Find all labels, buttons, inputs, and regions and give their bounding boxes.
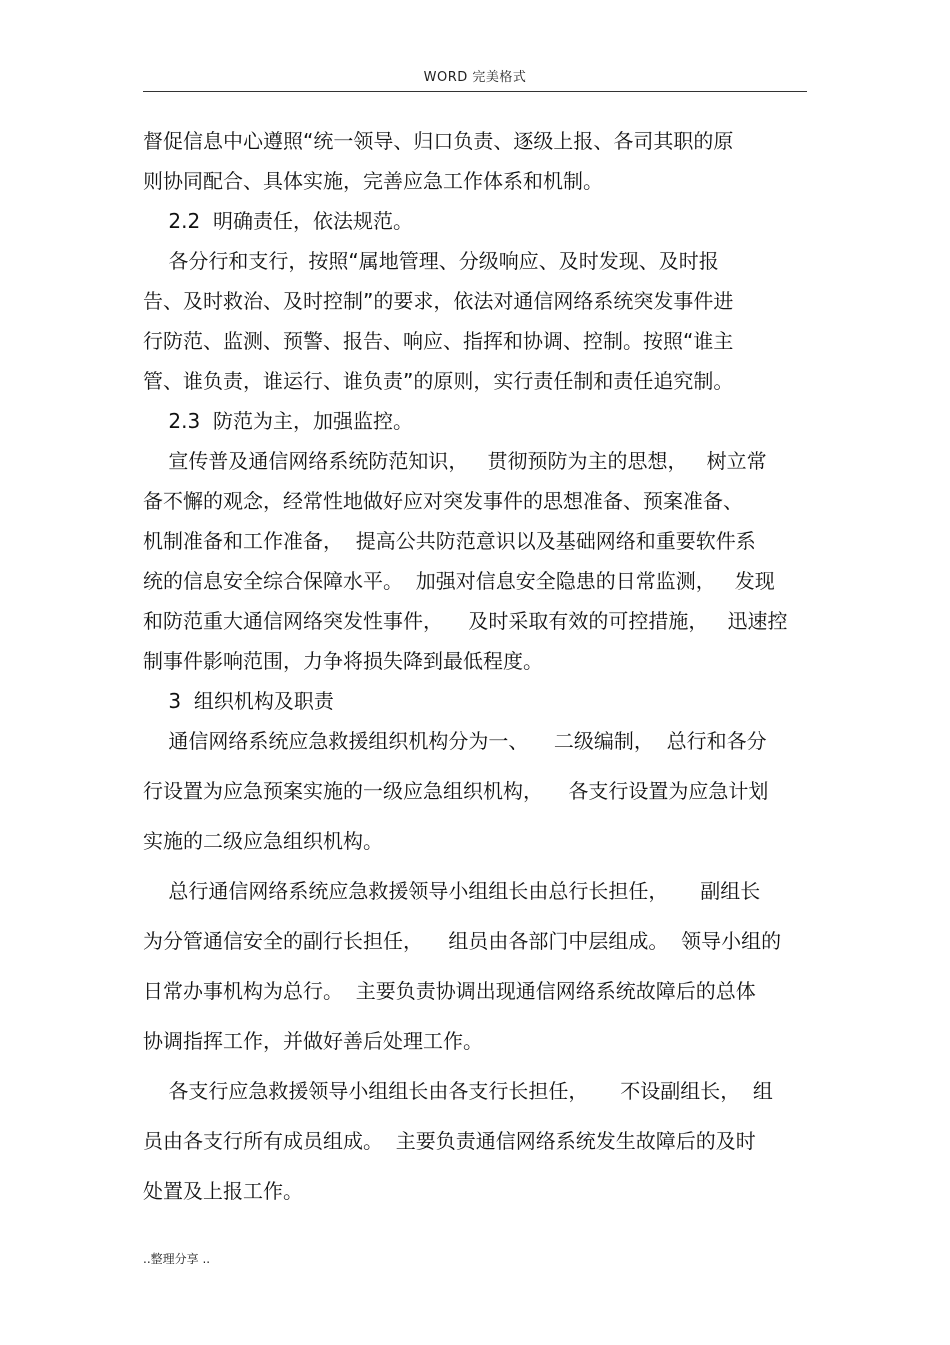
- text-line: 宣传普及通信网络系统防范知识， 贯彻预防为主的思想， 树立常: [143, 449, 767, 473]
- text-line: 为分管通信安全的副行长担任， 组员由各部门中层组成。 领导小组的: [143, 929, 782, 953]
- section-heading: 3 组织机构及职责: [143, 689, 334, 713]
- text-line: 统的信息安全综合保障水平。 加强对信息安全隐患的日常监测， 发现: [143, 569, 775, 593]
- text-line: 和防范重大通信网络突发性事件， 及时采取有效的可控措施， 迅速控: [143, 609, 788, 633]
- text-line: 日常办事机构为总行。 主要负责协调出现通信网络系统故障后的总体: [143, 979, 756, 1003]
- text-line: 处置及上报工作。: [143, 1179, 303, 1203]
- section-heading: 2.3 防范为主，加强监控。: [143, 409, 413, 433]
- text-line: 总行通信网络系统应急救援领导小组组长由总行长担任， 副组长: [143, 879, 761, 903]
- text-line: 机制准备和工作准备， 提高公共防范意识以及基础网络和重要软件系: [143, 529, 756, 553]
- text-line: 督促信息中心遵照“统一领导、归口负责、逐级上报、各司其职的原: [143, 129, 734, 153]
- text-line: 通信网络系统应急救援组织机构分为一、 二级编制， 总行和各分: [143, 729, 767, 753]
- text-line: 行设置为应急预案实施的一级应急组织机构， 各支行设置为应急计划: [143, 779, 769, 803]
- text-line: 则协同配合、具体实施，完善应急工作体系和机制。: [143, 169, 603, 193]
- text-line: 管、谁负责，谁运行、谁负责”的原则，实行责任制和责任追究制。: [143, 369, 734, 393]
- page-header: WORD 完美格式: [423, 70, 527, 85]
- text-line: 实施的二级应急组织机构。: [143, 829, 383, 853]
- text-line: 各支行应急救援领导小组组长由各支行长担任， 不设副组长， 组: [143, 1079, 773, 1103]
- text-line: 协调指挥工作，并做好善后处理工作。: [143, 1029, 483, 1053]
- text-line: 备不懈的观念，经常性地做好应对突发事件的思想准备、预案准备、: [143, 489, 743, 513]
- text-line: 告、及时救治、及时控制”的要求，依法对通信网络系统突发事件进: [143, 289, 734, 313]
- text-line: 行防范、监测、预警、报告、响应、指挥和协调、控制。按照“谁主: [143, 329, 734, 353]
- section-heading: 2.2 明确责任，依法规范。: [143, 209, 413, 233]
- text-line: 各分行和支行，按照“属地管理、分级响应、及时发现、及时报: [143, 249, 719, 273]
- page-footer: ..整理分享 ..: [143, 1252, 211, 1266]
- text-line: 员由各支行所有成员组成。 主要负责通信网络系统发生故障后的及时: [143, 1129, 756, 1153]
- text-line: 制事件影响范围，力争将损失降到最低程度。: [143, 649, 543, 673]
- header-divider: [143, 91, 807, 92]
